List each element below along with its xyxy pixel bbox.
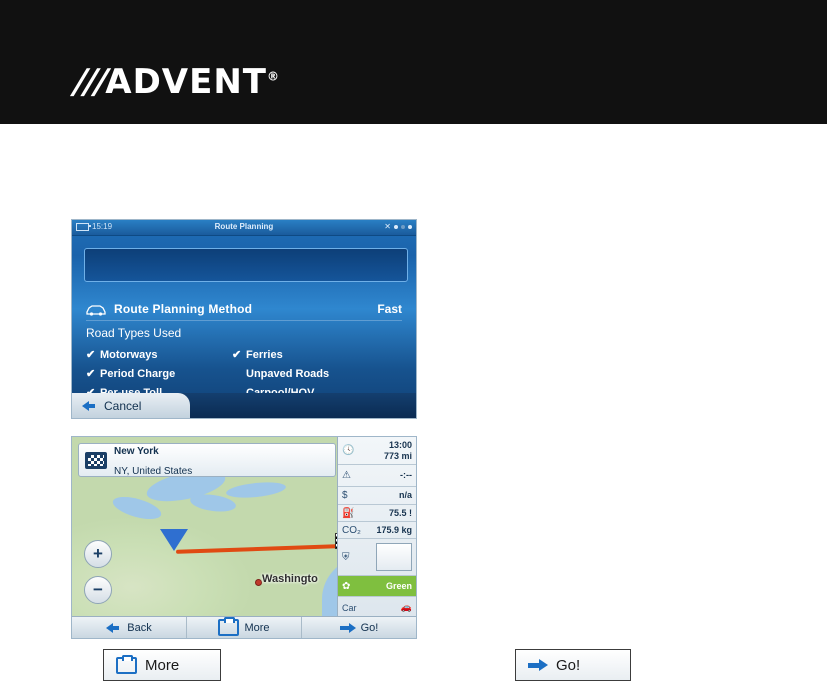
statusbar-time: 15:19 <box>92 222 113 231</box>
more-button[interactable] <box>187 617 302 638</box>
road-type-motorways[interactable] <box>86 348 232 361</box>
map-footer-toolbar <box>72 616 416 638</box>
info-fuel-value: 75.5 ! <box>388 507 412 518</box>
info-lane-guidance[interactable] <box>338 539 416 576</box>
car-icon <box>86 303 106 316</box>
arrow-left-icon <box>82 401 98 411</box>
fuel-icon: ⛽ <box>342 507 355 519</box>
check-icon: ✔ <box>86 368 96 380</box>
arrow-left-icon <box>106 623 122 633</box>
route-planning-title: Route Planning <box>214 222 274 231</box>
cancel-button-label: Cancel <box>104 398 142 413</box>
destination-region: NY, United States <box>114 466 193 477</box>
info-arrival-value: 13:00 773 mi <box>383 440 412 461</box>
route-planning-method-row[interactable] <box>86 302 402 316</box>
zoom-in-button[interactable]: + <box>84 540 112 568</box>
route-info-panel <box>337 437 416 618</box>
route-planning-method-value: Fast <box>377 302 402 316</box>
page-header-banner <box>0 0 827 124</box>
back-button[interactable] <box>72 617 187 638</box>
route-summary-field[interactable] <box>84 248 408 282</box>
info-cost-value: n/a <box>398 490 412 501</box>
route-planning-footer <box>72 393 417 418</box>
statusbar-right <box>384 222 412 231</box>
go-button[interactable] <box>302 617 416 638</box>
info-arrival-time[interactable] <box>338 437 416 465</box>
road-types-grid <box>86 348 402 399</box>
lane-sign <box>376 543 412 571</box>
route-planning-titlebar <box>72 220 416 236</box>
back-button-label: Back <box>127 621 152 634</box>
info-warning-value: -:-- <box>400 470 412 481</box>
info-eco-value: Green <box>385 580 412 591</box>
route-planning-screenshot <box>71 219 417 419</box>
vehicle-label: Car <box>342 602 357 613</box>
more-icon <box>218 619 239 636</box>
zoom-out-button[interactable]: − <box>84 576 112 604</box>
route-map-screenshot <box>71 436 417 639</box>
road-types-title: Road Types Used <box>86 326 182 340</box>
gps-off-icon: ✕ <box>384 222 391 231</box>
signal-dot-icon <box>408 225 412 229</box>
road-type-ferries[interactable] <box>232 348 402 361</box>
more-icon <box>116 657 137 674</box>
info-eco-rating[interactable] <box>338 576 416 597</box>
logo-slashes: /// <box>68 62 112 102</box>
route-planning-method-label: Route Planning Method <box>114 302 253 316</box>
fuel-cost-icon: $ <box>342 490 348 501</box>
road-type-label: Unpaved Roads <box>246 367 330 380</box>
cancel-button[interactable] <box>72 393 190 418</box>
callout-more-label: More <box>145 656 180 674</box>
callout-go-button[interactable] <box>515 649 631 681</box>
arrow-right-icon <box>528 659 548 671</box>
vehicle-icon: 🚗 <box>400 602 412 613</box>
callout-more-button[interactable] <box>103 649 221 681</box>
signal-dot-icon <box>394 225 398 229</box>
road-type-label: Motorways <box>100 348 158 361</box>
clock-icon: 🕓 <box>342 445 355 456</box>
logo-wordmark: ADVENT <box>105 62 267 102</box>
city-dot <box>255 579 262 586</box>
divider <box>86 320 402 321</box>
logo-registered-mark: ® <box>267 69 279 84</box>
eco-icon: ✿ <box>342 580 351 592</box>
callout-go-label: Go! <box>556 656 581 674</box>
destination-address-text <box>114 440 192 480</box>
info-co2-value: 175.9 kg <box>376 524 412 535</box>
road-type-period-charge[interactable] <box>86 367 232 380</box>
more-button-label: More <box>244 621 270 634</box>
advent-logo <box>68 62 279 102</box>
road-type-unpaved-roads[interactable] <box>232 367 402 380</box>
signal-dot-icon <box>401 225 405 229</box>
info-cost[interactable] <box>338 487 416 505</box>
info-co2[interactable] <box>338 522 416 539</box>
destination-address-bar[interactable] <box>78 443 336 477</box>
info-vehicle[interactable] <box>338 597 416 618</box>
checkered-flag-icon <box>85 452 107 469</box>
check-icon: ✔ <box>232 349 242 361</box>
map-label-washington: Washingto <box>262 573 318 585</box>
destination-city: New York <box>114 446 159 457</box>
arrow-right-icon <box>340 623 356 633</box>
road-type-label: Period Charge <box>100 367 176 380</box>
current-position-marker <box>160 529 188 551</box>
info-warning[interactable] <box>338 465 416 487</box>
check-icon: ✔ <box>86 349 96 361</box>
road-type-label: Ferries <box>246 348 283 361</box>
lane-icon: ⛨ <box>342 551 350 563</box>
warning-icon: ⚠ <box>342 470 351 481</box>
go-button-label: Go! <box>360 621 379 634</box>
info-fuel[interactable] <box>338 505 416 522</box>
co2-icon: CO₂ <box>342 524 361 536</box>
